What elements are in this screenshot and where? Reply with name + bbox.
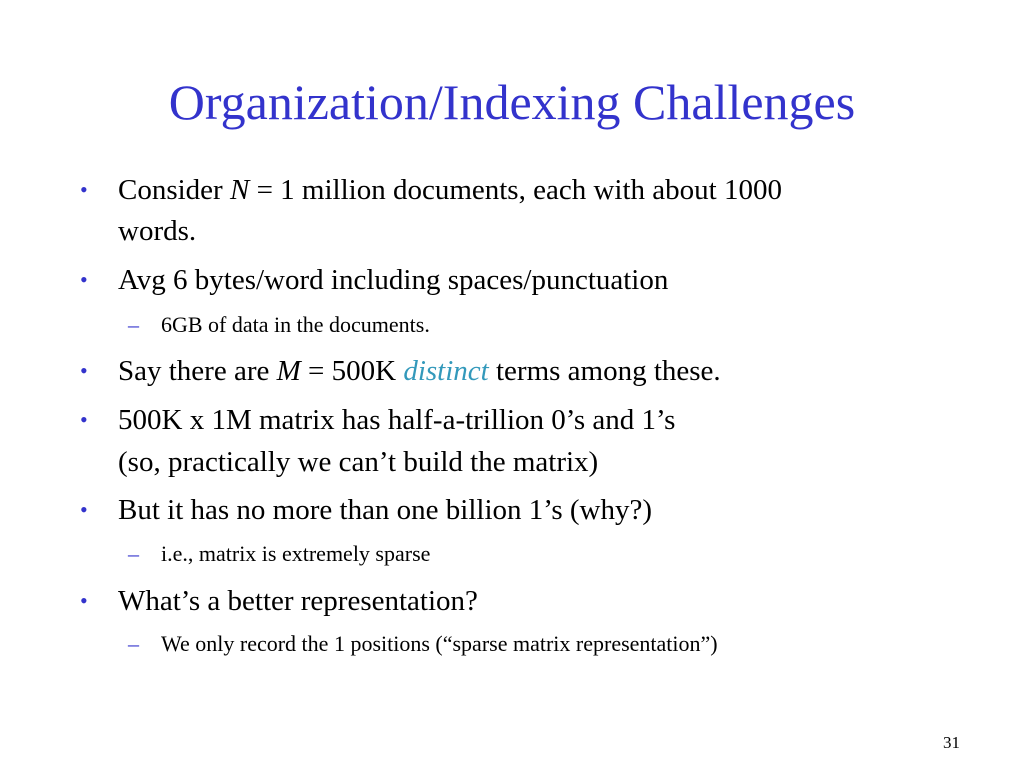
bullet-marker: • xyxy=(80,588,88,613)
bullet-marker: • xyxy=(80,358,88,383)
bullet-text: Consider N = 1 million documents, each with about 1000 xyxy=(118,174,782,206)
sub-bullet-marker: – xyxy=(128,631,139,656)
bullet-marker: • xyxy=(80,497,88,522)
bullet-marker: • xyxy=(80,177,88,202)
variable-n: N xyxy=(229,174,250,206)
slide-title: Organization/Indexing Challenges xyxy=(168,74,856,130)
emphasis-distinct: distinct xyxy=(403,355,489,387)
page-number: 31 xyxy=(943,733,960,752)
bullet-marker: • xyxy=(80,267,88,292)
bullet-text-line2: words. xyxy=(118,215,197,247)
bullet-text: But it has no more than one billion 1’s (why?) xyxy=(118,494,653,526)
bullet-text-line2: (so, practically we can’t build the matrix) xyxy=(118,446,599,478)
sub-bullet-marker: – xyxy=(128,312,139,337)
variable-m: M xyxy=(276,355,301,387)
sub-bullet-text: We only record the 1 positions (“sparse matrix representation”) xyxy=(161,631,718,656)
bullet-text: 500K x 1M matrix has half-a-trillion 0’s and 1’s xyxy=(118,404,676,436)
bullet-text: Avg 6 bytes/word including spaces/punctuation xyxy=(118,264,669,296)
sub-bullet-text: 6GB of data in the documents. xyxy=(161,312,430,337)
sub-bullet-marker: – xyxy=(128,541,139,566)
bullet-marker: • xyxy=(80,407,88,432)
bullet-text: Say there are M = 500K distinct terms among these. xyxy=(118,355,721,387)
bullet-text: What’s a better representation? xyxy=(118,585,478,617)
sub-bullet-text: i.e., matrix is extremely sparse xyxy=(161,541,431,566)
